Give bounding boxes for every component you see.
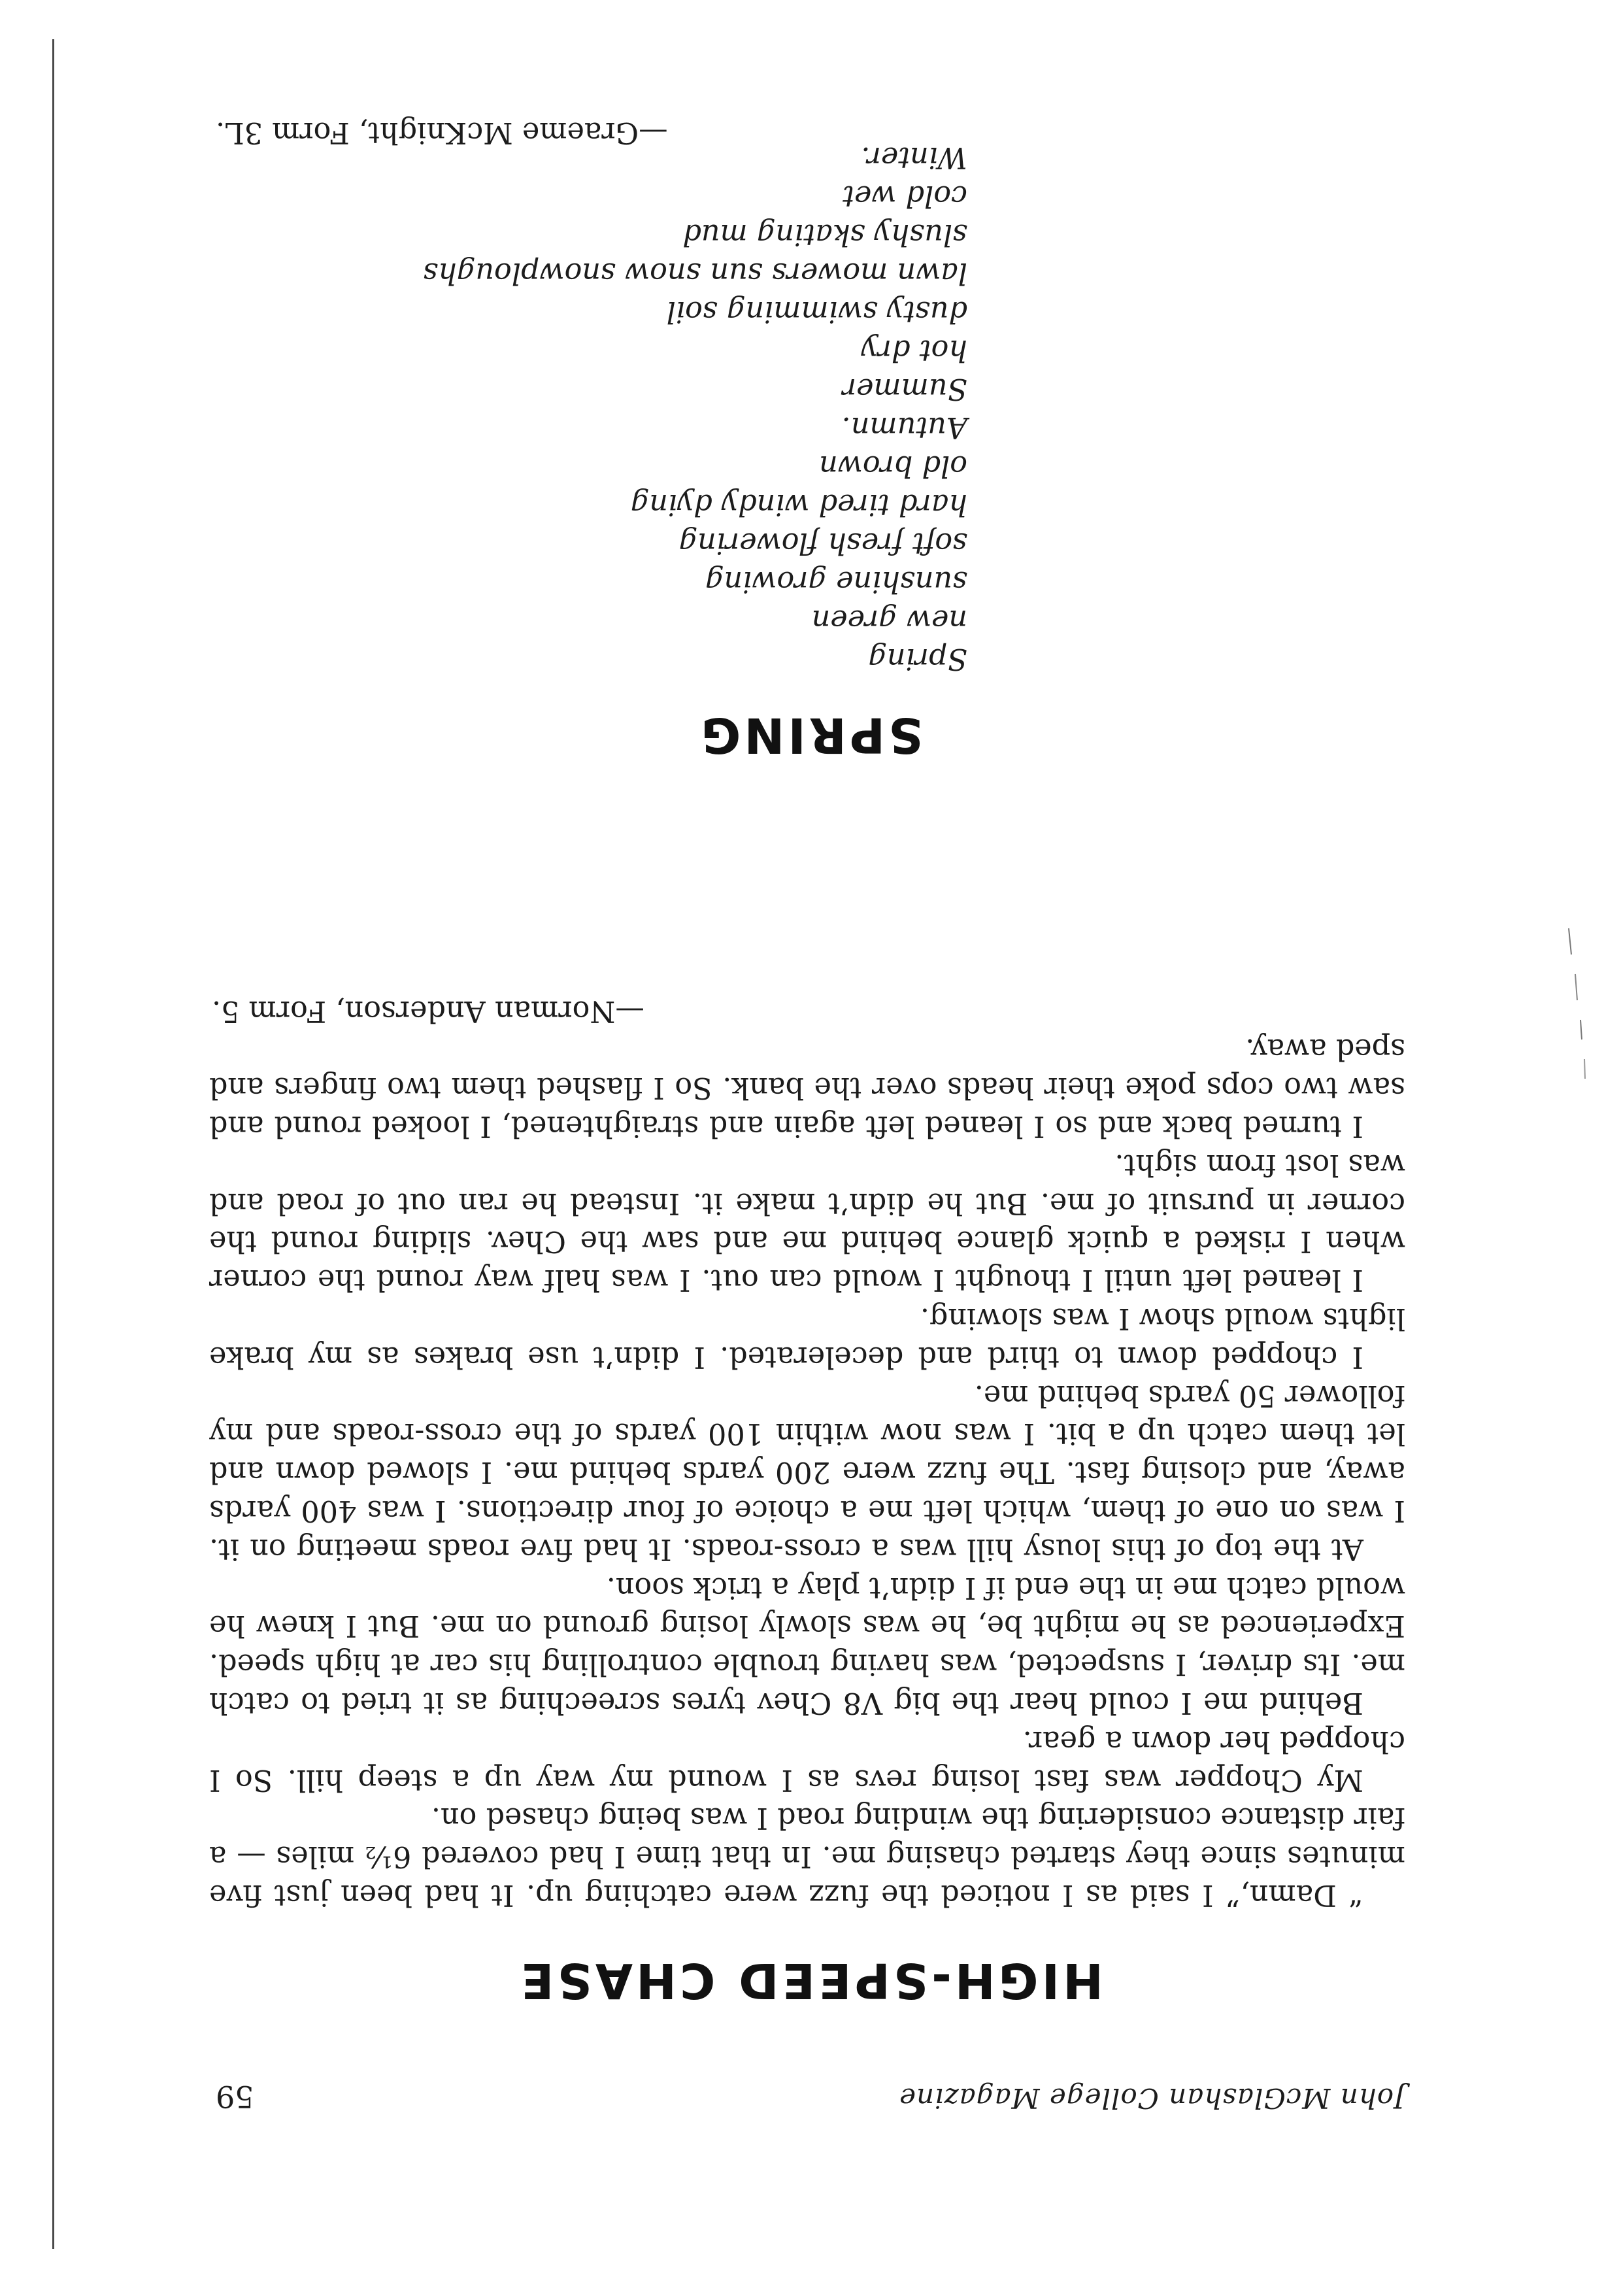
- story-paragraph: I chopped down to third and decelerated. I didn’t use brakes as my brake lights would show I was slowing.: [209, 1302, 1405, 1374]
- story-paragraph: My Chopper was fast losing revs as I wound my way up a steep hill. So I chopped her down a gear.: [209, 1724, 1405, 1797]
- poem-line: Spring: [868, 642, 967, 675]
- poem-line: Autumn.: [841, 411, 967, 444]
- poem-line: slushy skating mud: [682, 218, 967, 251]
- running-head: [216, 2075, 1405, 2114]
- poem-line: new green: [811, 603, 967, 637]
- poem-line: soft fresh flowering: [678, 526, 967, 560]
- poem-line: cold wet: [843, 179, 967, 212]
- poem-title: SPRING: [697, 707, 924, 763]
- page-number: 59: [216, 2079, 254, 2114]
- publication-title: John McGlashan College Magazine: [899, 2082, 1405, 2114]
- story-paragraph: I turned back and so I leaned left again and straightened, I looked round and saw two cops poke their heads over the bank. So I flashed them two fingers and sped away.: [209, 1032, 1405, 1143]
- story-paragraph: Behind me I could hear the big V8 Chev tyres screeching as it tried to catch me. Its driver, I suspected, was having trouble controlling his car at high speed. Experienced as he might be, he was slowly losing ground on me. But I knew he would catch me in the end if I didn’t play a trick soon.: [209, 1570, 1405, 1720]
- poem-line: hard tired windy dying: [630, 488, 967, 521]
- poem-line: Summer: [842, 372, 967, 405]
- poem-line: old brown: [819, 449, 967, 482]
- poem-line: sunshine growing: [705, 565, 967, 598]
- story-body: [209, 991, 1405, 1914]
- poem-body: [216, 138, 967, 678]
- poem-line: dusty swimming soil: [666, 295, 967, 328]
- poem-byline: —Graeme McKnight, Form 3L.: [216, 116, 668, 149]
- story-paragraph: At the top of this lousy hill was a cross-roads. It had five roads meeting on it. I was on one of them, which left me a choice of four directions. I was 400 yards away, and closing fast. The fuzz were 200 yards behind me. I slowed down and let them catch up a bit. I was now within 100 yards of the cross-roads and my follower 50 yards behind me.: [209, 1378, 1405, 1566]
- story-paragraph: I leaned left until I thought I would can out. I was half way round the corner when I risked a quick glance behind me and saw the Chev. sliding round the corner in pursuit of me. But he didn’t make it. Instead he ran out of road and was lost from sight.: [209, 1147, 1405, 1297]
- poem-line: lawn mowers sun snow snowploughs: [423, 256, 967, 290]
- story-title: HIGH-SPEED CHASE: [517, 1952, 1104, 2008]
- story-paragraph: “ Damn,” I said as I noticed the fuzz were catching up. It had been just five minutes since they started chasing me. In that time I had covered 6½ miles — a fair distance considering the winding road I was being chased on.: [209, 1801, 1405, 1912]
- story-byline: —Norman Anderson, Form 5.: [212, 994, 644, 1028]
- poem-line: Winter.: [861, 141, 967, 174]
- poem-line: hot dry: [861, 333, 967, 367]
